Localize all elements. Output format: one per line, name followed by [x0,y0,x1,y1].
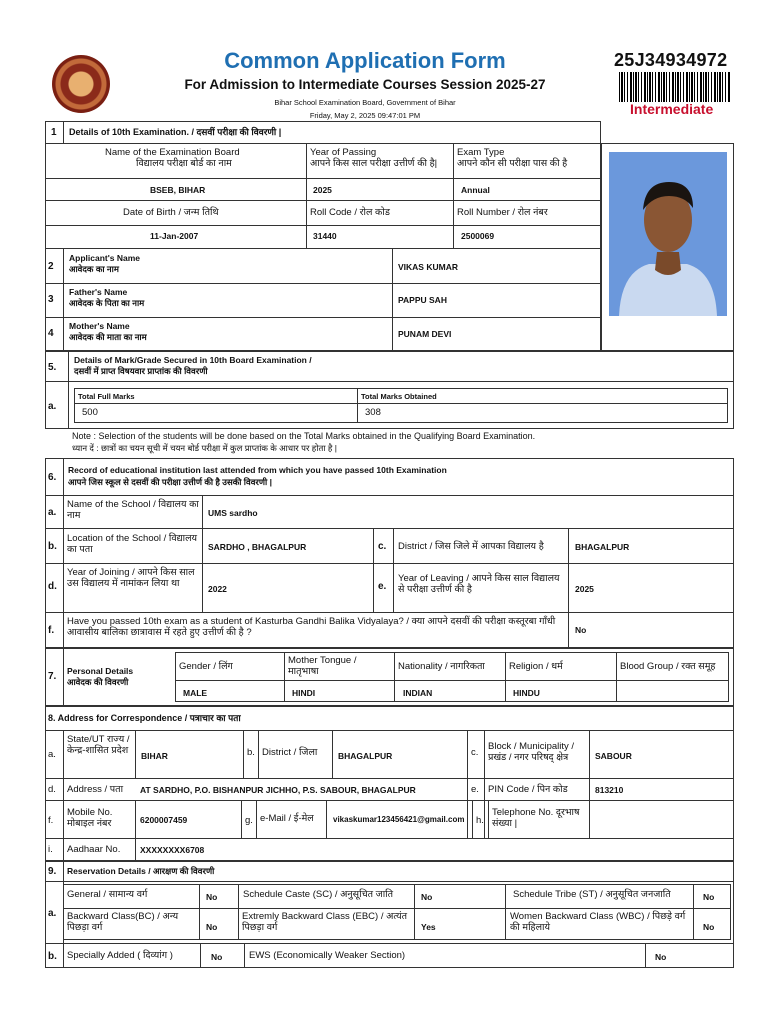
sub-number: i. [48,844,53,855]
sub-number: f. [48,815,54,826]
field-label: Year of Joining / आपने किस साल उस विद्यालय में नामांकन लिया था [67,567,195,589]
field-label: Mother's Name [69,321,130,331]
year-of-leaving: 2025 [575,584,594,594]
mother-name: PUNAM DEVI [398,329,452,339]
sub-number: d. [48,784,56,795]
mother-tongue-value: HINDI [292,688,316,698]
field-label: District / जिला [262,747,318,758]
section-heading: 8. Address for Correspondence / पत्राचार का पता [48,713,241,723]
state-value: BIHAR [141,751,168,761]
sub-number: d. [48,581,57,592]
kgbv-answer: No [575,625,587,635]
field-label: Address / पता [67,784,124,795]
field-label: Telephone No. दूरभाष संख्या | [492,807,580,829]
school-location: SARDHO , BHAGALPUR [208,542,307,552]
section-heading-hindi: दसवीं में प्राप्त विषयवार प्राप्तांक की विवरणी [74,366,208,376]
general-value: No [206,892,218,902]
section-number: 5. [48,362,57,373]
field-label: Location of the School / विद्यालय का पता [67,533,198,555]
field-value: 2025 [313,185,332,195]
father-name: PAPPU SAH [398,295,447,305]
field-label: Gender / लिंग [179,661,233,672]
sub-number: b. [48,951,57,962]
year-of-joining: 2022 [208,584,227,594]
section-number: 7. [48,671,57,682]
section-number: 1 [51,127,57,138]
field-label: Blood Group / रक्त समूह [620,661,716,672]
field-label: Specially Added ( दिव्यांग ) [67,950,173,961]
field-label: Year of Passing [310,147,377,158]
field-value: 2500069 [461,231,495,241]
field-label: General / सामान्य वर्ग [67,889,148,900]
section-heading: Record of educational institution last attended from which you have passed 10th Examination [68,465,447,475]
sub-number: a. [48,507,57,518]
field-label: Name of the Examination Board [105,147,240,158]
application-number: 25J34934972 [614,50,728,70]
field-value: 31440 [313,231,337,241]
wbc-value: No [703,922,715,932]
field-label: Backward Class(BC) / अन्य पिछड़ा वर्ग [67,911,179,933]
field-label: Total Full Marks [78,392,135,401]
total-marks-obtained: 308 [365,407,381,418]
field-label: State/UT राज्य / केन्द्र-शासित प्रदेश [67,734,130,756]
field-label: Mother Tongue / मातृभाषा [288,655,357,677]
field-value: 11-Jan-2007 [150,231,199,241]
sub-number: a. [48,749,56,760]
field-label: Year of Leaving / आपने किस साल विद्यालय से परीक्षा उत्तीर्ण की है [398,573,560,595]
ebc-value: Yes [421,922,436,932]
section-number: 3 [48,294,54,305]
address-value: AT SARDHO, P.O. BISHANPUR JICHHO, P.S. SABOUR, BHAGALPUR [140,785,416,795]
school-district: BHAGALPUR [575,542,630,552]
applicant-name: VIKAS KUMAR [398,262,458,272]
field-label: Schedule Tribe (ST) / अनुसूचित जनजाति [513,889,671,900]
field-label: Mobile No. मोबाइल नंबर [67,807,113,829]
sub-number: c. [471,747,479,758]
sub-number: b. [48,541,57,552]
field-label: Have you passed 10th exam as a student of Kasturba Gandhi Balika Vidyalaya? / क्या आपने दसवीं की परीक्षा कस्तूरबा गाँधी आवासीय बालिका छात्रावास में रहते हुए उत्तीर्ण की है ? [67,616,556,638]
gender-value: MALE [183,688,208,698]
section-heading: Reservation Details / आरक्षण की विवरणी [67,866,215,876]
field-label: e-Mail / ई-मेल [260,813,314,824]
nationality-value: INDIAN [403,688,433,698]
form-subtitle: For Admission to Intermediate Courses Session 2025-27 [184,77,546,92]
stream-label: Intermediate [630,101,714,117]
sub-number: c. [378,541,387,552]
field-label: Women Backward Class (WBC) / पिछड़े वर्ग की महिलाये [510,911,686,933]
bc-value: No [206,922,218,932]
section-heading: Details of Mark/Grade Secured in 10th Board Examination / [74,355,312,365]
field-label: Roll Number / रोल नंबर [457,207,548,218]
field-label-hindi: आवेदक की माता का नाम [69,332,147,342]
section-heading: Details of 10th Examination. / दसवीं परीक्षा की विवरणी | [69,127,282,137]
field-label: Total Marks Obtained [361,392,437,401]
sc-value: No [421,892,433,902]
st-value: No [703,892,715,902]
section-number: 6. [48,472,57,483]
field-label-hindi: आवेदक के पिता का नाम [69,298,145,308]
field-label: Roll Code / रोल कोड [310,207,390,218]
field-label: Block / Municipality / प्रखंड / नगर परिषद् क्षेत्र [488,741,575,763]
section-number: 2 [48,261,54,272]
field-label: PIN Code / पिन कोड [488,784,568,795]
sub-number: f. [48,625,55,636]
note-hindi: ध्यान दें : छात्रों का चयन सूची में चयन बोर्ड परीक्षा में कुल प्राप्तांक के आधार पर होता है | [72,443,338,453]
specially-added-value: No [211,952,223,962]
total-full-marks: 500 [82,407,98,418]
barcode [619,72,731,102]
field-label-hindi: आवेदक की विवरणी [67,677,129,687]
district-value: BHAGALPUR [338,751,393,761]
field-label-hindi: आपने किस साल परीक्षा उत्तीर्ण की है| [310,158,438,169]
sub-number: e. [378,581,387,592]
applicant-photo [609,152,727,316]
mobile-value: 6200007459 [140,815,188,825]
sub-number: b. [247,747,255,758]
section-number: 9. [48,866,57,877]
sub-number: e. [471,784,479,795]
section-number: 4 [48,328,54,339]
field-value: BSEB, BIHAR [150,185,206,195]
sub-number: h. [476,815,484,826]
email-value: vikaskumar123456421@gmail.com [333,815,465,824]
field-label: Date of Birth / जन्म तिथि [123,207,219,218]
personal-table [175,652,729,702]
form-title: Common Application Form [224,48,506,73]
bseb-logo [52,55,110,113]
field-label: Personal Details [67,666,134,676]
aadhaar-value: XXXXXXXX6708 [140,845,205,855]
field-label: EWS (Economically Weaker Section) [249,950,406,961]
block-value: SABOUR [595,751,632,761]
field-label: Nationality / नागरिकता [398,661,485,672]
school-name: UMS sardho [208,508,258,518]
field-label: Father's Name [69,287,128,297]
field-label: Exam Type [457,147,505,158]
field-label: District / जिस जिले में आपका विद्यालय है [398,541,544,552]
field-label: Schedule Caste (SC) / अनुसूचित जाति [243,889,394,900]
generated-datetime: Friday, May 2, 2025 09:47:01 PM [309,111,421,120]
ews-value: No [655,952,667,962]
religion-value: HINDU [513,688,540,698]
field-label-hindi: विद्यालय परीक्षा बोर्ड का नाम [136,158,232,169]
field-label-hindi: आवेदक का नाम [69,264,119,274]
section-heading-hindi: आपने जिस स्कूल से दसवीं की परीक्षा उत्तीर्ण की है उसकी विवरणी | [68,477,273,487]
field-label: Applicant's Name [69,253,140,263]
field-label: Aadhaar No. [67,844,121,855]
pin-value: 813210 [595,785,624,795]
field-label: Extremly Backward Class (EBC) / अत्यंत पिछड़ा वर्ग [242,911,408,933]
sub-number: g. [245,815,253,826]
note: Note : Selection of the students will be done based on the Total Marks obtained in the Qualifying Board Examination. [72,431,536,441]
board-name: Bihar School Examination Board, Government of Bihar [274,98,456,107]
field-label: Name of the School / विद्यालय का नाम [67,499,199,521]
field-label-hindi: आपने कौन सी परीक्षा पास की है [457,158,568,169]
field-value: Annual [461,185,490,195]
sub-number: a. [48,908,57,919]
field-label: Religion / धर्म [509,661,563,672]
sub-number: a. [48,401,57,412]
